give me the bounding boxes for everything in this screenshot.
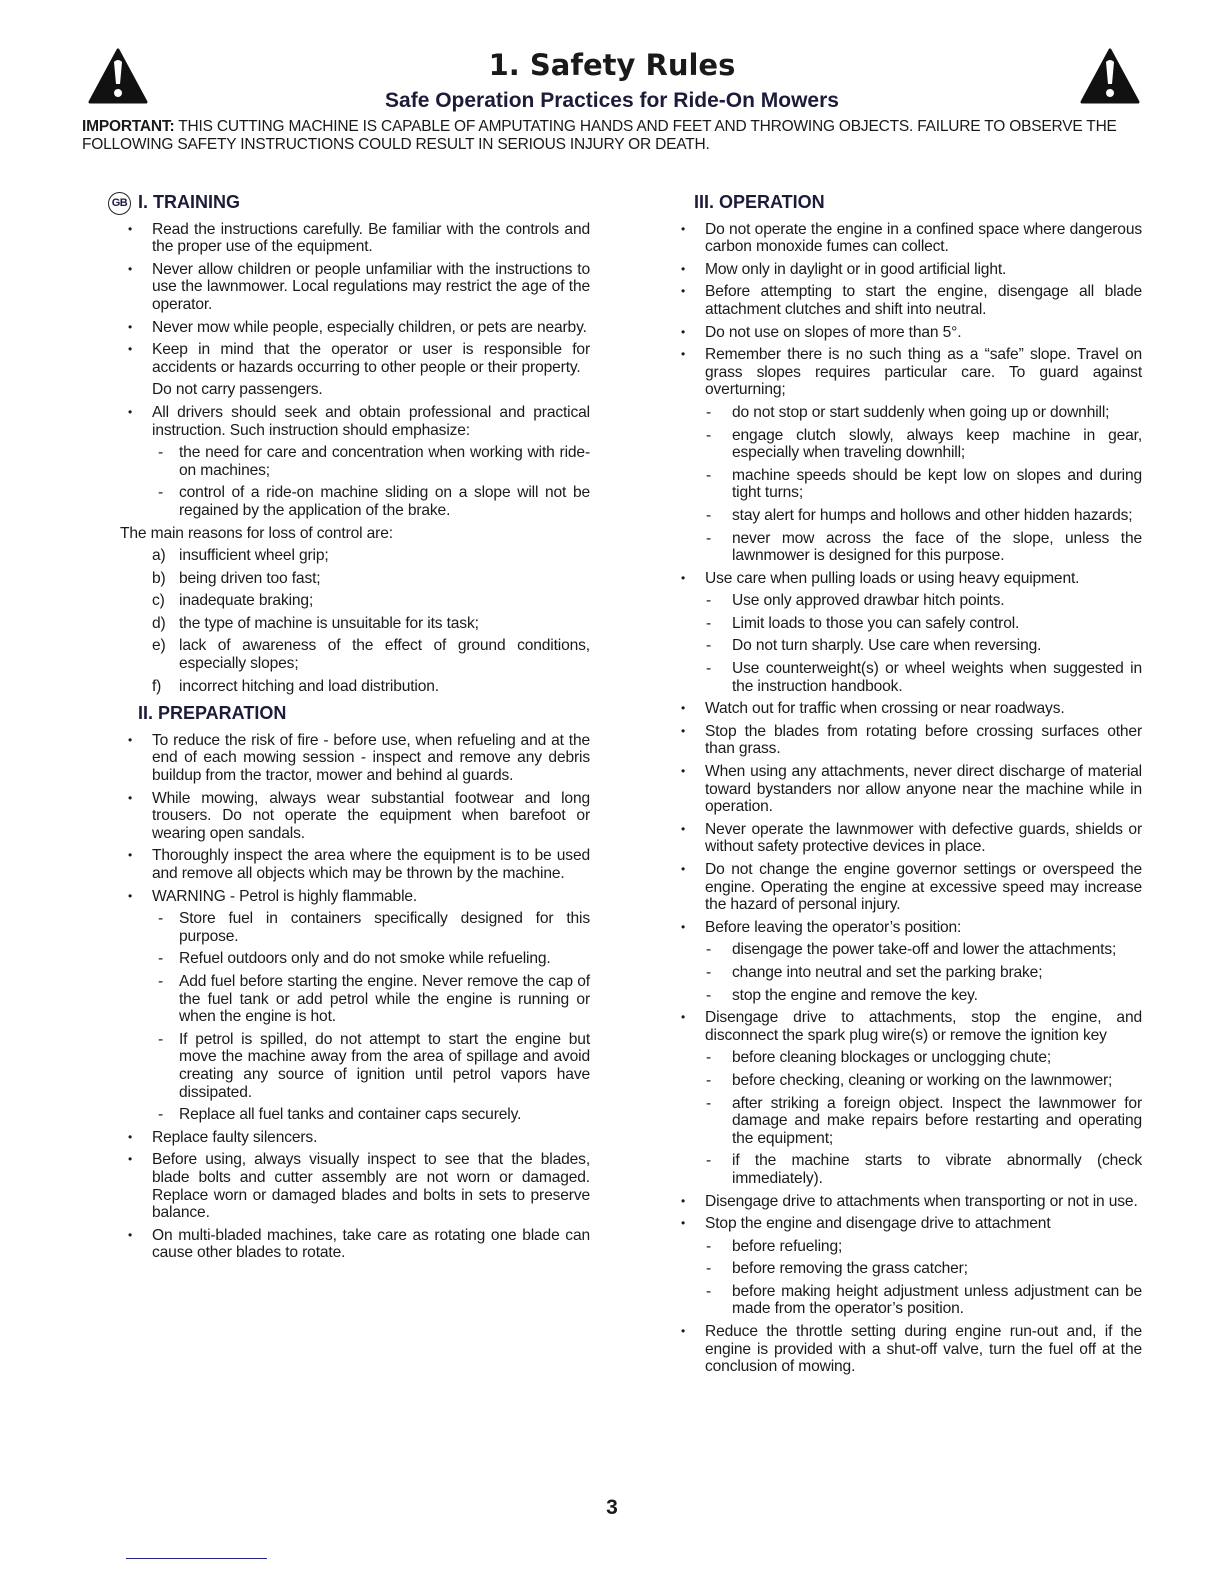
bullet-icon: • [128, 261, 133, 276]
list-item [120, 547, 590, 565]
dash-icon: - [706, 1260, 712, 1278]
item-text: Before leaving the operator’s position: [705, 918, 962, 936]
list-item [120, 319, 590, 337]
item-label: a) [152, 547, 166, 565]
list-item [120, 221, 590, 256]
bullet-icon: • [681, 701, 686, 716]
bullet-icon: • [681, 284, 686, 299]
list-item [120, 525, 590, 543]
list-item [676, 592, 1142, 610]
item-text: the need for care and concentration when working with ride-on machines; [179, 444, 590, 479]
item-text: machine speeds should be kept low on slopes and during tight turns; [732, 466, 1142, 502]
bullet-icon: • [128, 1227, 133, 1242]
bullet-icon: • [681, 1193, 686, 1208]
item-text: Thoroughly inspect the area where the equipment is to be used and remove all objects which may be thrown by the machine. [152, 847, 590, 882]
item-text: incorrect hitching and load distribution. [179, 677, 439, 695]
bullet-icon: • [681, 261, 686, 276]
list-item [120, 973, 590, 1026]
list-item [676, 861, 1142, 914]
dash-icon: - [158, 1030, 164, 1048]
item-text: Replace all fuel tanks and container caps securely. [179, 1106, 522, 1124]
item-text: WARNING - Petrol is highly flammable. [152, 887, 418, 905]
list-item [676, 700, 1142, 718]
list-item [676, 404, 1142, 422]
list-item [120, 484, 590, 519]
dash-icon: - [706, 403, 712, 421]
item-text: Do not change the engine governor settings or overspeed the engine. Operating the engine at excessive speed may increase the hazard of personal injury. [705, 861, 1142, 914]
item-text: never mow across the face of the slope, unless the lawnmower is designed for this purpose. [732, 529, 1142, 565]
item-text: Disengage drive to attachments when transporting or not in use. [705, 1192, 1138, 1210]
list-item [676, 1072, 1142, 1090]
important-text: THIS CUTTING MACHINE IS CAPABLE OF AMPUTATING HANDS AND FEET AND THROWING OBJECTS. FAILURE TO OBSERVE THE FOLLOWING SAFETY INSTRUCTIONS COULD RESULT IN SERIOUS INJURY OR DEATH. [82, 118, 1117, 153]
list-item [120, 592, 590, 610]
item-label: c) [152, 592, 165, 610]
language-badge: GB [108, 192, 131, 215]
item-text: Replace faulty silencers. [152, 1128, 318, 1146]
item-text: Do not turn sharply. Use care when reversing. [732, 637, 1042, 655]
dash-icon: - [158, 484, 164, 502]
operation-list [676, 221, 1142, 1376]
item-text: before making height adjustment unless adjustment can be made from the operator’s position. [732, 1282, 1142, 1318]
bullet-icon: • [681, 1216, 686, 1231]
left-column [111, 192, 590, 1267]
item-label: f) [152, 677, 162, 695]
dash-icon: - [706, 637, 712, 655]
item-text: do not stop or start suddenly when going up or downhill; [732, 403, 1110, 421]
dash-icon: - [706, 529, 712, 547]
list-item [676, 1095, 1142, 1148]
list-item [120, 570, 590, 588]
bullet-icon: • [128, 221, 133, 236]
list-item [676, 1193, 1142, 1211]
item-text: Do not carry passengers. [152, 381, 323, 399]
item-text: control of a ride-on machine sliding on a slope will not be regained by the application of the brake. [179, 484, 590, 519]
item-text: Before attempting to start the engine, disengage all blade attachment clutches and shift into neutral. [705, 283, 1142, 318]
item-text: All drivers should seek and obtain professional and practical instruction. Such instruction should emphasize: [152, 403, 590, 439]
dash-icon: - [706, 1049, 712, 1067]
list-item [676, 1049, 1142, 1067]
list-item [120, 404, 590, 439]
item-text: While mowing, always wear substantial footwear and long trousers. Do not operate the equipment when barefoot or wearing open sandals. [152, 789, 590, 842]
list-item [676, 1238, 1142, 1256]
list-item [676, 660, 1142, 695]
bullet-icon: • [128, 319, 133, 334]
list-item [676, 221, 1142, 256]
page-number: 3 [606, 1496, 618, 1519]
item-text: When using any attachments, never direct discharge of material toward bystanders nor allow anyone near the machine while in operation. [705, 763, 1142, 816]
right-column [676, 194, 1142, 1381]
item-text: Remember there is no such thing as a “safe” slope. Travel on grass slopes requires particular care. To guard against overturning; [705, 346, 1142, 399]
list-item [676, 919, 1142, 937]
dash-icon: - [706, 466, 712, 484]
list-item [676, 346, 1142, 399]
item-text: before removing the grass catcher; [732, 1260, 968, 1278]
list-item [120, 1227, 590, 1262]
item-label: e) [152, 637, 166, 655]
item-text: To reduce the risk of fire - before use, when refueling and at the end of each mowing session - inspect and remove any debris buildup from the tractor, mower and behind al guards. [152, 731, 590, 785]
list-item [120, 678, 590, 696]
item-text: after striking a foreign object. Inspect the lawnmower for damage and make repairs before restarting and operating the equipment; [732, 1094, 1142, 1147]
list-item [676, 637, 1142, 655]
list-item [676, 1260, 1142, 1278]
bullet-icon: • [681, 1010, 686, 1025]
list-item [120, 888, 590, 906]
item-text: Watch out for traffic when crossing or near roadways. [705, 700, 1065, 718]
list-item [676, 283, 1142, 318]
list-item [120, 1106, 590, 1124]
list-item [120, 790, 590, 843]
item-text: Keep in mind that the operator or user is responsible for accidents or hazards occurring to other people or their property. [152, 341, 590, 376]
list-item [676, 615, 1142, 633]
item-text: before checking, cleaning or working on the lawnmower; [732, 1071, 1113, 1089]
item-text: lack of awareness of the effect of ground conditions, especially slopes; [179, 637, 590, 673]
dash-icon: - [706, 1071, 712, 1089]
important-notice [82, 118, 1142, 154]
list-item [676, 507, 1142, 525]
dash-icon: - [706, 614, 712, 632]
item-text: stop the engine and remove the key. [732, 986, 978, 1004]
item-text: Stop the engine and disengage drive to attachment [705, 1215, 1051, 1233]
item-text: before refueling; [732, 1237, 843, 1255]
bullet-icon: • [681, 570, 686, 585]
item-text: Use care when pulling loads or using heavy equipment. [705, 569, 1080, 587]
list-item [676, 1009, 1142, 1044]
bullet-icon: • [681, 1324, 686, 1339]
bullet-icon: • [128, 848, 133, 863]
item-text: The main reasons for loss of control are: [120, 524, 393, 542]
dash-icon: - [706, 426, 712, 444]
item-text: engage clutch slowly, always keep machine in gear, especially when traveling downhill; [732, 426, 1142, 462]
list-item [676, 467, 1142, 502]
page-title: 1. Safety Rules [488, 48, 736, 82]
list-item [676, 821, 1142, 856]
bullet-icon: • [681, 221, 686, 236]
item-text: Disengage drive to attachments, stop the engine, and disconnect the spark plug wire(s) or remove the ignition key [705, 1009, 1142, 1044]
bullet-icon: • [128, 1129, 133, 1144]
list-item [120, 910, 590, 945]
list-item [676, 530, 1142, 565]
bullet-icon: • [681, 347, 686, 362]
list-item [120, 341, 590, 376]
item-text: Read the instructions carefully. Be familiar with the controls and the proper use of the equipment. [152, 220, 590, 256]
bullet-icon: • [128, 790, 133, 805]
bullet-icon: • [128, 1152, 133, 1167]
item-text: Refuel outdoors only and do not smoke while refueling. [179, 950, 551, 968]
item-text: Store fuel in containers specifically designed for this purpose. [179, 910, 590, 945]
list-item [120, 732, 590, 785]
item-text: Use only approved drawbar hitch points. [732, 592, 1005, 610]
bullet-icon: • [128, 342, 133, 357]
list-item [120, 1031, 590, 1101]
bullet-icon: • [681, 324, 686, 339]
list-item [676, 941, 1142, 959]
item-text: Never allow children or people unfamiliar with the instructions to use the lawnmower. Local regulations may restrict the age of the operator. [152, 260, 590, 313]
list-item [120, 261, 590, 314]
item-text: Reduce the throttle setting during engine run-out and, if the engine is provided with a shut-off valve, turn the fuel off at the conclusion of mowing. [705, 1323, 1142, 1376]
item-label: d) [152, 614, 166, 632]
bullet-icon: • [128, 732, 133, 747]
bullet-icon: • [128, 888, 133, 903]
dash-icon: - [158, 972, 164, 990]
list-item [120, 615, 590, 633]
dash-icon: - [706, 1152, 712, 1170]
dash-icon: - [158, 1106, 164, 1124]
page-subtitle: Safe Operation Practices for Ride-On Mowers [385, 89, 839, 112]
dash-icon: - [706, 592, 712, 610]
dash-icon: - [158, 950, 164, 968]
item-text: if the machine starts to vibrate abnormally (check immediately). [732, 1152, 1142, 1187]
list-item [120, 637, 590, 672]
list-item [676, 763, 1142, 816]
list-item [120, 950, 590, 968]
list-item [120, 1151, 590, 1221]
item-text: change into neutral and set the parking brake; [732, 963, 1043, 981]
list-item [676, 570, 1142, 588]
item-text: inadequate braking; [179, 592, 314, 610]
training-list [120, 221, 590, 696]
dash-icon: - [706, 506, 712, 524]
list-item [676, 987, 1142, 1005]
item-text: Do not operate the engine in a confined space where dangerous carbon monoxide fumes can collect. [705, 220, 1142, 256]
dash-icon: - [706, 986, 712, 1004]
list-item [120, 847, 590, 882]
important-label: IMPORTANT: [82, 118, 175, 135]
item-text: Limit loads to those you can safely control. [732, 614, 1020, 632]
item-text: disengage the power take-off and lower the attachments; [732, 941, 1117, 959]
dash-icon: - [158, 444, 164, 462]
section-heading-training [111, 192, 590, 212]
footer-rule [126, 1558, 267, 1559]
item-text: Never operate the lawnmower with defective guards, shields or without safety protective devices in place. [705, 820, 1142, 856]
list-item [676, 1283, 1142, 1318]
list-item [676, 427, 1142, 462]
dash-icon: - [706, 941, 712, 959]
bullet-icon: • [681, 821, 686, 836]
item-text: Add fuel before starting the engine. Never remove the cap of the fuel tank or add petrol while the engine is running or when the engine is hot. [179, 972, 590, 1026]
item-text: Do not use on slopes of more than 5°. [705, 323, 962, 341]
section-heading-operation: III. OPERATION [694, 192, 825, 212]
list-item [120, 444, 590, 479]
item-text: If petrol is spilled, do not attempt to start the engine but move the machine away from the area of spillage and avoid creating any source of ignition until petrol vapors have dissipated. [179, 1030, 590, 1101]
list-item [120, 1129, 590, 1147]
dash-icon: - [706, 963, 712, 981]
item-text: Mow only in daylight or in good artificial light. [705, 260, 1007, 278]
dash-icon: - [706, 1237, 712, 1255]
item-text: insufficient wheel grip; [179, 547, 329, 565]
dash-icon: - [706, 1094, 712, 1112]
heading-text: I. TRAINING [138, 192, 240, 212]
list-item [120, 381, 590, 399]
list-item [676, 1215, 1142, 1233]
bullet-icon: • [128, 404, 133, 419]
item-text: Use counterweight(s) or wheel weights when suggested in the instruction handbook. [732, 660, 1142, 695]
list-item [676, 1323, 1142, 1376]
list-item [676, 261, 1142, 279]
list-item [676, 964, 1142, 982]
bullet-icon: • [681, 919, 686, 934]
list-item [676, 723, 1142, 758]
item-text: Before using, always visually inspect to see that the blades, blade bolts and cutter assembly are not worn or damaged. Replace worn or damaged blades and bolts in sets to preserve balance. [152, 1151, 590, 1222]
item-label: b) [152, 569, 166, 587]
preparation-list [120, 732, 590, 1262]
item-text: stay alert for humps and hollows and other hidden hazards; [732, 506, 1133, 524]
bullet-icon: • [681, 723, 686, 738]
dash-icon: - [706, 660, 712, 678]
item-text: being driven too fast; [179, 569, 321, 587]
list-item [676, 1152, 1142, 1187]
section-heading-preparation: II. PREPARATION [138, 703, 287, 724]
bullet-icon: • [681, 862, 686, 876]
dash-icon: - [158, 910, 164, 928]
item-text: Never mow while people, especially children, or pets are nearby. [152, 318, 587, 336]
bullet-icon: • [681, 764, 686, 779]
dash-icon: - [706, 1282, 712, 1300]
item-text: before cleaning blockages or unclogging chute; [732, 1049, 1052, 1067]
item-text: the type of machine is unsuitable for its task; [179, 614, 479, 632]
item-text: Stop the blades from rotating before crossing surfaces other than grass. [705, 722, 1142, 758]
item-text: On multi-bladed machines, take care as rotating one blade can cause other blades to rotate. [152, 1226, 590, 1262]
list-item [676, 324, 1142, 342]
